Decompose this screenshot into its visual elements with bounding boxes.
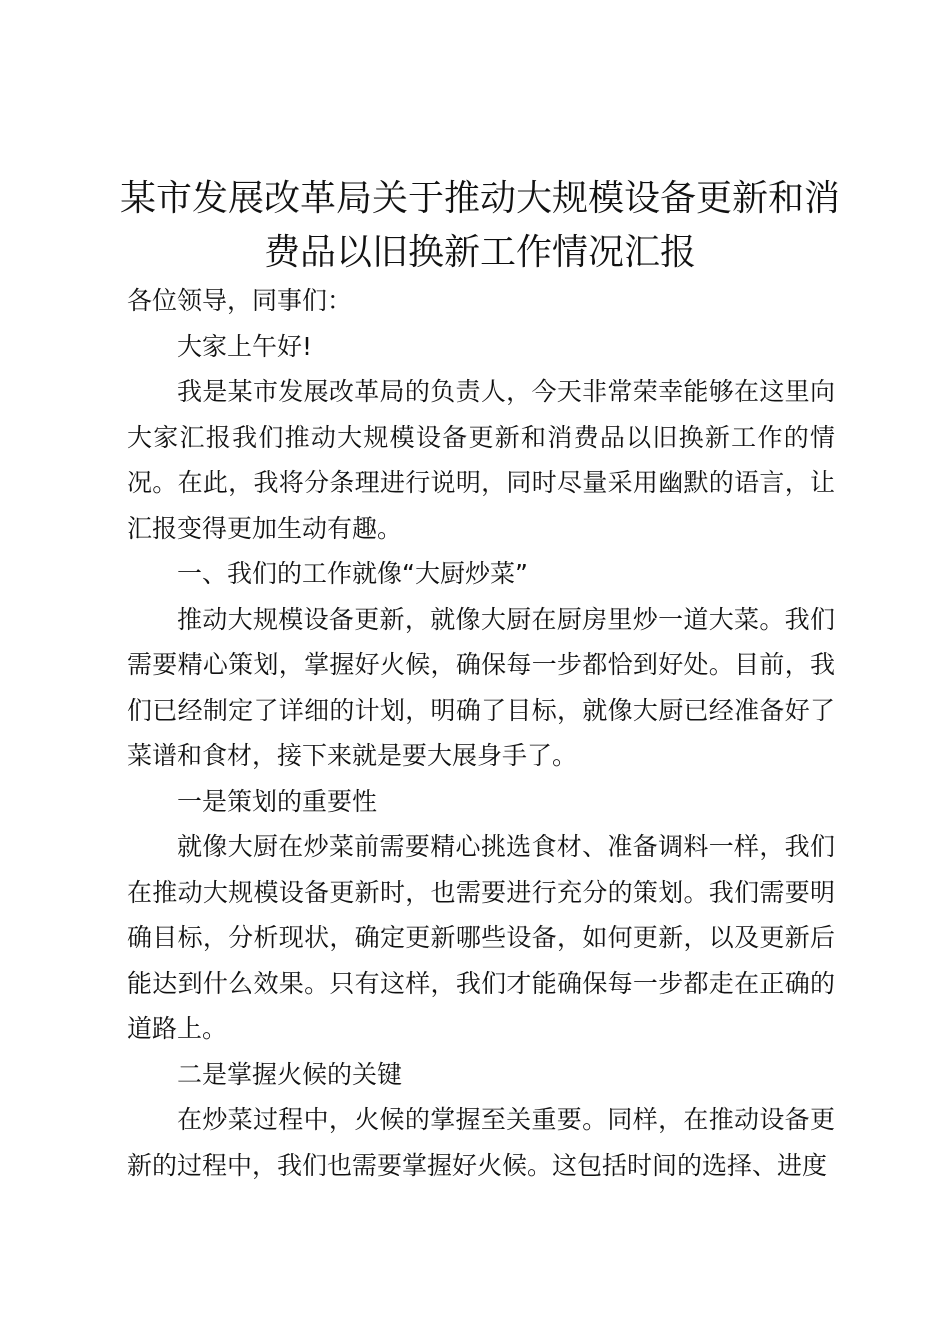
document-title: 某市发展改革局关于推动大规模设备更新和消费品以旧换新工作情况汇报 [119,178,840,273]
point-heading: 一是策划的重要性 [177,786,378,816]
point-paragraph: 就像大厨在炒菜前需要精心挑选食材、准备调料一样，我们在推动大规模设备更新时，也需要进行充分的策划。我们需要明确目标，分析现状，确定更新哪些设备，如何更新，以及更新后能达到什么效果。只有这样，我们才能确保每一步都走在正确的道路上。 [127,832,835,1043]
salutation: 各位领导，同事们： [127,286,353,315]
section-heading: 一、我们的工作就像“大厨炒菜” [177,559,528,588]
greeting: 大家上午好! [177,331,313,361]
intro-paragraph: 我是某市发展改革局的负责人，今天非常荣幸能够在这里向大家汇报我们推动大规模设备更新和消费品以旧换新工作的情况。在此，我将分条理进行说明，同时尽量采用幽默的语言，让汇报变得更加生动有趣。 [127,377,835,543]
section-paragraph: 推动大规模设备更新，就像大厨在厨房里炒一道大菜。我们需要精心策划，掌握好火候，确保每一步都恰到好处。目前，我们已经制定了详细的计划，明确了目标，就像大厨已经准备好了菜谱和食材，接下来就是要大展身手了。 [127,604,835,770]
point-heading: 二是掌握火候的关键 [177,1059,403,1089]
point-paragraph: 在炒菜过程中，火候的掌握至关重要。同样，在推动设备更新的过程中，我们也需要掌握好火候。这包括时间的选择、进度 [127,1105,835,1180]
document-body [127,278,835,1188]
